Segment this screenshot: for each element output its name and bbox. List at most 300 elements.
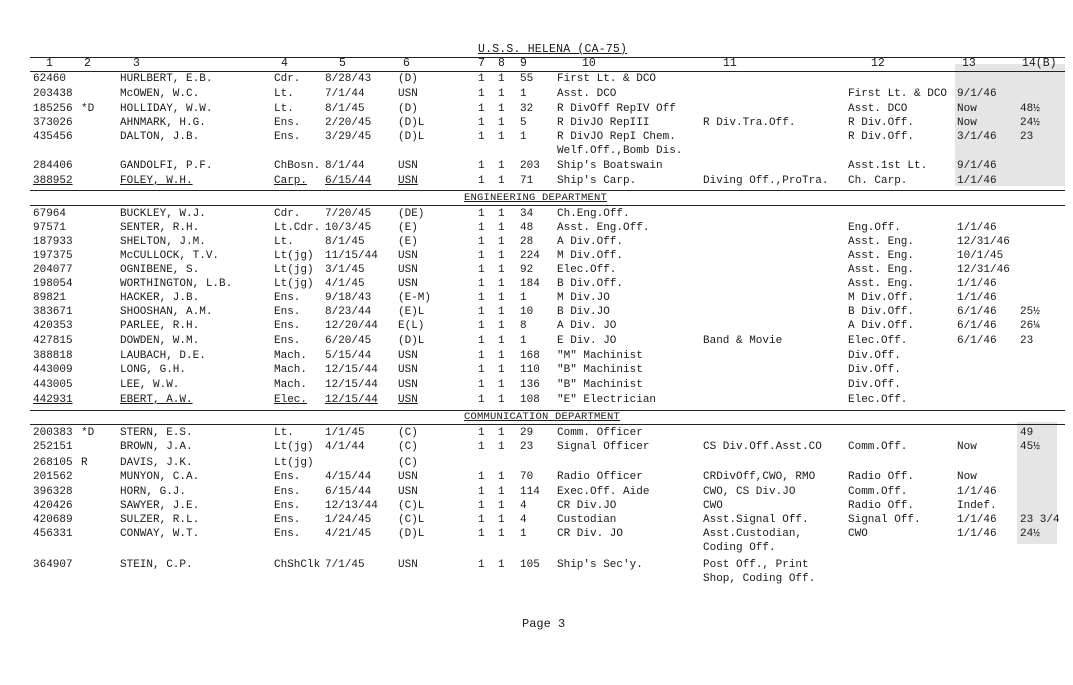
- cell-c10: M Div.JO: [557, 292, 610, 304]
- table-row: [0, 572, 1073, 586]
- table-row: [0, 334, 1073, 348]
- cell-c5: 6/15/44: [325, 175, 372, 187]
- cell-c14: 24½: [1020, 117, 1040, 129]
- cell-c9: 224: [520, 250, 540, 262]
- cell-c6: (D)L: [398, 131, 425, 143]
- cell-c6: (C): [398, 441, 418, 453]
- column-number: 10: [582, 57, 596, 70]
- cell-c3: FOLEY, W.H.: [120, 175, 193, 187]
- cell-c8: 1: [498, 486, 505, 498]
- cell-c7: 1: [478, 320, 485, 332]
- cell-c6: USN: [398, 175, 418, 187]
- cell-c3: DAVIS, J.K.: [120, 457, 193, 469]
- cell-c7: 1: [478, 514, 485, 526]
- cell-c5: 8/1/45: [325, 103, 365, 115]
- cell-c4: ChBosn.: [274, 160, 321, 172]
- table-row: [0, 319, 1073, 333]
- cell-c7: 1: [478, 236, 485, 248]
- cell-c1: 364907: [33, 559, 73, 571]
- cell-c8: 1: [498, 160, 505, 172]
- document-title: U.S.S. HELENA (CA-75): [478, 43, 628, 56]
- cell-c4: Lt(jg): [274, 278, 314, 290]
- cell-c4: Ens.: [274, 292, 301, 304]
- cell-c5: 2/20/45: [325, 117, 372, 129]
- cell-c12: Div.Off.: [848, 350, 901, 362]
- cell-c12: Ch. Carp.: [848, 175, 908, 187]
- cell-c8: 1: [498, 335, 505, 347]
- cell-c8: 1: [498, 559, 505, 571]
- cell-c1: 89821: [33, 292, 67, 304]
- cell-c14: 23: [1020, 131, 1034, 143]
- cell-c8: 1: [498, 379, 505, 391]
- cell-c1: 268105: [33, 457, 73, 469]
- cell-c8: 1: [498, 222, 505, 234]
- cell-c1: 201562: [33, 471, 73, 483]
- column-number: 3: [133, 57, 140, 70]
- cell-c14: 45½: [1020, 441, 1040, 453]
- cell-c10: "B" Machinist: [557, 379, 643, 391]
- cell-c4: Mach.: [274, 379, 308, 391]
- cell-c10: "E" Electrician: [557, 394, 657, 406]
- cell-c4: Cdr.: [274, 73, 301, 85]
- column-number: 6: [403, 57, 410, 70]
- table-row: [0, 541, 1073, 555]
- cell-c11: Asst.Custodian,: [703, 528, 803, 540]
- cell-c5: 12/20/44: [325, 320, 378, 332]
- cell-c3: LONG, G.H.: [120, 364, 187, 376]
- cell-c7: 1: [478, 427, 485, 439]
- cell-c3: SENTER, R.H.: [120, 222, 200, 234]
- cell-c7: 1: [478, 103, 485, 115]
- cell-c1: 198054: [33, 278, 73, 290]
- cell-c1: 435456: [33, 131, 73, 143]
- cell-c4: Carp.: [274, 175, 308, 187]
- cell-c8: 1: [498, 364, 505, 376]
- cell-c1: 200383: [33, 427, 73, 439]
- table-row: [0, 456, 1073, 470]
- column-number: 4: [281, 57, 288, 70]
- cell-c8: 1: [498, 208, 505, 220]
- cell-c4: Lt.: [274, 88, 294, 100]
- cell-c7: 1: [478, 471, 485, 483]
- cell-c5: 12/15/44: [325, 364, 378, 376]
- table-row: [0, 485, 1073, 499]
- cell-c10: M Div.Off.: [557, 250, 624, 262]
- cell-c8: 1: [498, 292, 505, 304]
- table-row: [0, 159, 1073, 173]
- cell-c1: 427815: [33, 335, 73, 347]
- cell-c8: 1: [498, 278, 505, 290]
- cell-c3: HORN, G.J.: [120, 486, 187, 498]
- cell-c6: USN: [398, 559, 418, 571]
- table-row: [0, 440, 1073, 454]
- column-number: 11: [723, 57, 737, 70]
- cell-c3: EBERT, A.W.: [120, 394, 193, 406]
- cell-c1: 456331: [33, 528, 73, 540]
- table-row: [0, 349, 1073, 363]
- cell-c8: 1: [498, 103, 505, 115]
- cell-c8: 1: [498, 73, 505, 85]
- cell-c10: Ship's Carp.: [557, 175, 637, 187]
- column-number: 8: [498, 57, 505, 70]
- cell-c3: SHOOSHAN, A.M.: [120, 306, 213, 318]
- cell-c11: Diving Off.,ProTra.: [703, 175, 829, 187]
- cell-c1: 204077: [33, 264, 73, 276]
- cell-c10: "M" Machinist: [557, 350, 643, 362]
- cell-c10: CR Div.JO: [557, 500, 617, 512]
- cell-c10: Elec.Off.: [557, 264, 617, 276]
- cell-c6: (D)L: [398, 335, 425, 347]
- cell-c5: 5/15/44: [325, 350, 372, 362]
- cell-c1: 62460: [33, 73, 67, 85]
- cell-c10: Asst. Eng.Off.: [557, 222, 650, 234]
- cell-c13: Now: [957, 117, 977, 129]
- cell-c13: 1/1/46: [957, 222, 997, 234]
- cell-c12: Eng.Off.: [848, 222, 901, 234]
- cell-c9: 1: [520, 88, 527, 100]
- cell-c7: 1: [478, 160, 485, 172]
- cell-c1: 284406: [33, 160, 73, 172]
- cell-c1: 187933: [33, 236, 73, 248]
- cell-c13: 1/1/46: [957, 528, 997, 540]
- cell-c14: 49: [1020, 427, 1034, 439]
- cell-c6: USN: [398, 471, 418, 483]
- table-row: [0, 130, 1073, 144]
- cell-c10: Ch.Eng.Off.: [557, 208, 630, 220]
- table-row: [0, 249, 1073, 263]
- cell-c13: 1/1/46: [957, 292, 997, 304]
- cell-c8: 1: [498, 306, 505, 318]
- cell-c5: 12/15/44: [325, 379, 378, 391]
- cell-c14: 26¼: [1020, 320, 1040, 332]
- cell-c4: Lt.: [274, 427, 294, 439]
- cell-c7: 1: [478, 292, 485, 304]
- cell-c6: (D): [398, 73, 418, 85]
- table-row: [0, 87, 1073, 101]
- cell-c3: CONWAY, W.T.: [120, 528, 200, 540]
- cell-c7: 1: [478, 208, 485, 220]
- cell-c3: MUNYON, C.A.: [120, 471, 200, 483]
- cell-c8: 1: [498, 117, 505, 129]
- cell-c6: (D): [398, 103, 418, 115]
- table-row: [0, 513, 1073, 527]
- cell-c7: 1: [478, 131, 485, 143]
- cell-c4: Lt.: [274, 236, 294, 248]
- cell-c12: R Div.Off.: [848, 131, 915, 143]
- cell-c13: 1/1/46: [957, 278, 997, 290]
- cell-c14: 25½: [1020, 306, 1040, 318]
- cell-c12: M Div.Off.: [848, 292, 915, 304]
- cell-c3: SHELTON, J.M.: [120, 236, 206, 248]
- cell-c8: 1: [498, 394, 505, 406]
- cell-c5: 11/15/44: [325, 250, 378, 262]
- cell-c3: DOWDEN, W.M.: [120, 335, 200, 347]
- cell-c9: 29: [520, 427, 534, 439]
- column-number: 14(B): [1022, 57, 1057, 70]
- cell-c10: A Div.Off.: [557, 236, 624, 248]
- cell-c5: 8/1/45: [325, 236, 365, 248]
- cell-c6: USN: [398, 379, 418, 391]
- table-row: [0, 363, 1073, 377]
- cell-c5: 7/1/45: [325, 559, 365, 571]
- cell-c9: 71: [520, 175, 534, 187]
- cell-c4: Cdr.: [274, 208, 301, 220]
- cell-c9: 10: [520, 306, 534, 318]
- cell-c7: 1: [478, 364, 485, 376]
- cell-c6: USN: [398, 364, 418, 376]
- cell-c8: 1: [498, 427, 505, 439]
- cell-c3: PARLEE, R.H.: [120, 320, 200, 332]
- cell-c2: *D: [81, 103, 95, 115]
- cell-c9: 28: [520, 236, 534, 248]
- cell-c7: 1: [478, 441, 485, 453]
- table-row: [0, 426, 1073, 440]
- cell-c10: R DivJO RepI Chem.: [557, 131, 676, 143]
- cell-c10: A Div. JO: [557, 320, 617, 332]
- cell-c1: 443009: [33, 364, 73, 376]
- cell-c10: Custodian: [557, 514, 617, 526]
- cell-c1: 388952: [33, 175, 73, 187]
- cell-c3: SAWYER, J.E.: [120, 500, 200, 512]
- cell-c11: Band & Movie: [703, 335, 783, 347]
- cell-c4: Lt(jg): [274, 457, 314, 469]
- cell-c13: 9/1/46: [957, 160, 997, 172]
- column-number: 1: [46, 57, 53, 70]
- cell-c12: Asst. Eng.: [848, 278, 915, 290]
- cell-c10: First Lt. & DCO: [557, 73, 657, 85]
- cell-c12: A Div.Off.: [848, 320, 915, 332]
- cell-c3: LEE, W.W.: [120, 379, 180, 391]
- cell-c10: Ship's Sec'y.: [557, 559, 643, 571]
- cell-c12: Elec.Off.: [848, 394, 908, 406]
- cell-c10: B Div.JO: [557, 306, 610, 318]
- table-row: [0, 558, 1073, 572]
- cell-c1: 67964: [33, 208, 67, 220]
- cell-c6: USN: [398, 160, 418, 172]
- cell-c6: (C)L: [398, 514, 425, 526]
- table-row: [0, 174, 1073, 188]
- cell-c6: (C)L: [398, 500, 425, 512]
- cell-c5: 3/29/45: [325, 131, 372, 143]
- cell-c3: WORTHINGTON, L.B.: [120, 278, 233, 290]
- cell-c7: 1: [478, 486, 485, 498]
- cell-c4: Ens.: [274, 306, 301, 318]
- cell-c5: 1/1/45: [325, 427, 365, 439]
- cell-c9: 5: [520, 117, 527, 129]
- cell-c6: (DE): [398, 208, 425, 220]
- cell-c6: (D)L: [398, 117, 425, 129]
- cell-c9: 55: [520, 73, 534, 85]
- cell-c1: 97571: [33, 222, 67, 234]
- cell-c13: 12/31/46: [957, 236, 1010, 248]
- cell-c14: 24½: [1020, 528, 1040, 540]
- cell-c3: BROWN, J.A.: [120, 441, 193, 453]
- cell-c7: 1: [478, 250, 485, 262]
- cell-c5: 12/15/44: [325, 394, 378, 406]
- cell-c11: CRDivOff,CWO, RMO: [703, 471, 816, 483]
- cell-c2: R: [81, 457, 88, 469]
- cell-c13: 6/1/46: [957, 306, 997, 318]
- cell-c5: 4/15/44: [325, 471, 372, 483]
- cell-c4: Ens.: [274, 471, 301, 483]
- cell-c6: (C): [398, 457, 418, 469]
- cell-c13: 1/1/46: [957, 175, 997, 187]
- cell-c7: 1: [478, 117, 485, 129]
- cell-c9: 110: [520, 364, 540, 376]
- cell-c4: Ens.: [274, 117, 301, 129]
- cell-c9: 4: [520, 500, 527, 512]
- cell-c8: 1: [498, 264, 505, 276]
- table-row: [0, 470, 1073, 484]
- cell-c4: Ens.: [274, 335, 301, 347]
- cell-c9: 108: [520, 394, 540, 406]
- column-number: 13: [962, 57, 976, 70]
- cell-c3: HURLBERT, E.B.: [120, 73, 213, 85]
- cell-c4: ChShClk: [274, 559, 321, 571]
- cell-c5: 1/24/45: [325, 514, 372, 526]
- cell-c5: 7/20/45: [325, 208, 372, 220]
- cell-c5: 6/15/44: [325, 486, 372, 498]
- cell-c6: USN: [398, 394, 418, 406]
- cell-c9: 70: [520, 471, 534, 483]
- cell-c12: Div.Off.: [848, 364, 901, 376]
- cell-c7: 1: [478, 394, 485, 406]
- cell-c4: Mach.: [274, 364, 308, 376]
- cell-c7: 1: [478, 528, 485, 540]
- cell-c9: 1: [520, 528, 527, 540]
- cell-c10: Radio Officer: [557, 471, 643, 483]
- cell-c7: 1: [478, 222, 485, 234]
- cell-c10: Comm. Officer: [557, 427, 643, 439]
- cell-c1: 203438: [33, 88, 73, 100]
- table-row: [0, 499, 1073, 513]
- cell-c11: Post Off., Print: [703, 559, 809, 571]
- cell-c4: Ens.: [274, 131, 301, 143]
- cell-c13: 3/1/46: [957, 131, 997, 143]
- cell-c3: HACKER, J.B.: [120, 292, 200, 304]
- cell-c5: 12/13/44: [325, 500, 378, 512]
- engineering-rule-top: [30, 190, 1065, 191]
- cell-c3: GANDOLFI, P.F.: [120, 160, 213, 172]
- cell-c12: Asst.1st Lt.: [848, 160, 928, 172]
- table-row: [0, 527, 1073, 541]
- cell-c3: McCULLOCK, T.V.: [120, 250, 220, 262]
- cell-c12: Asst. DCO: [848, 103, 908, 115]
- cell-c1: 442931: [33, 394, 73, 406]
- cell-c8: 1: [498, 236, 505, 248]
- cell-c12: Radio Off.: [848, 471, 915, 483]
- engineering-rule-bottom: [30, 205, 1065, 206]
- cell-c6: (D)L: [398, 528, 425, 540]
- cell-c14: 48½: [1020, 103, 1040, 115]
- cell-c11: Asst.Signal Off.: [703, 514, 809, 526]
- cell-c13: 9/1/46: [957, 88, 997, 100]
- cell-c12: R Div.Off.: [848, 117, 915, 129]
- cell-c6: E(L): [398, 320, 425, 332]
- cell-c1: 388818: [33, 350, 73, 362]
- cell-c10: R DivJO RepIII: [557, 117, 650, 129]
- cell-c1: 197375: [33, 250, 73, 262]
- cell-c9: 1: [520, 335, 527, 347]
- cell-c10: "B" Machinist: [557, 364, 643, 376]
- column-number: 2: [84, 57, 91, 70]
- cell-c7: 1: [478, 350, 485, 362]
- cell-c7: 1: [478, 335, 485, 347]
- cell-c5: 8/1/44: [325, 160, 365, 172]
- cell-c8: 1: [498, 500, 505, 512]
- cell-c6: USN: [398, 88, 418, 100]
- cell-c3: BUCKLEY, W.J.: [120, 208, 206, 220]
- cell-c8: 1: [498, 528, 505, 540]
- cell-c9: 184: [520, 278, 540, 290]
- cell-c13: Now: [957, 103, 977, 115]
- cell-c11: R Div.Tra.Off.: [703, 117, 796, 129]
- cell-c10: Welf.Off.,Bomb Dis.: [557, 145, 683, 157]
- cell-c4: Ens.: [274, 500, 301, 512]
- cell-c7: 1: [478, 306, 485, 318]
- cell-c8: 1: [498, 441, 505, 453]
- cell-c13: Now: [957, 441, 977, 453]
- table-row: [0, 393, 1073, 407]
- cell-c3: STERN, E.S.: [120, 427, 193, 439]
- table-row: [0, 144, 1073, 158]
- cell-c7: 1: [478, 264, 485, 276]
- cell-c9: 203: [520, 160, 540, 172]
- cell-c6: (E-M): [398, 292, 432, 304]
- cell-c12: Comm.Off.: [848, 441, 908, 453]
- table-row: [0, 116, 1073, 130]
- cell-c4: Lt.: [274, 103, 294, 115]
- cell-c9: 1: [520, 292, 527, 304]
- cell-c4: Elec.: [274, 394, 308, 406]
- cell-c11: CS Div.Off.Asst.CO: [703, 441, 822, 453]
- cell-c4: Ens.: [274, 486, 301, 498]
- cell-c6: (E)L: [398, 306, 425, 318]
- cell-c8: 1: [498, 514, 505, 526]
- cell-c13: 6/1/46: [957, 335, 997, 347]
- table-row: [0, 305, 1073, 319]
- cell-c4: Lt.Cdr.: [274, 222, 321, 234]
- cell-c6: (C): [398, 427, 418, 439]
- cell-c12: Asst. Eng.: [848, 250, 915, 262]
- cell-c8: 1: [498, 88, 505, 100]
- column-number: 12: [871, 57, 885, 70]
- column-number: 9: [520, 57, 527, 70]
- cell-c13: 1/1/46: [957, 514, 997, 526]
- cell-c9: 23: [520, 441, 534, 453]
- cell-c9: 105: [520, 559, 540, 571]
- cell-c10: E Div. JO: [557, 335, 617, 347]
- cell-c12: CWO: [848, 528, 868, 540]
- cell-c8: 1: [498, 175, 505, 187]
- cell-c12: Signal Off.: [848, 514, 921, 526]
- table-row: [0, 235, 1073, 249]
- cell-c9: 34: [520, 208, 534, 220]
- cell-c7: 1: [478, 500, 485, 512]
- cell-c1: 396328: [33, 486, 73, 498]
- cell-c3: McOWEN, W.C.: [120, 88, 200, 100]
- cell-c9: 4: [520, 514, 527, 526]
- page-number: Page 3: [522, 617, 566, 631]
- cell-c9: 92: [520, 264, 534, 276]
- column-number: 5: [339, 57, 346, 70]
- cell-c11: Coding Off.: [703, 542, 776, 554]
- cell-c9: 8: [520, 320, 527, 332]
- cell-c13: 12/31/46: [957, 264, 1010, 276]
- cell-c8: 1: [498, 131, 505, 143]
- cell-c13: 1/1/46: [957, 486, 997, 498]
- cell-c10: Exec.Off. Aide: [557, 486, 650, 498]
